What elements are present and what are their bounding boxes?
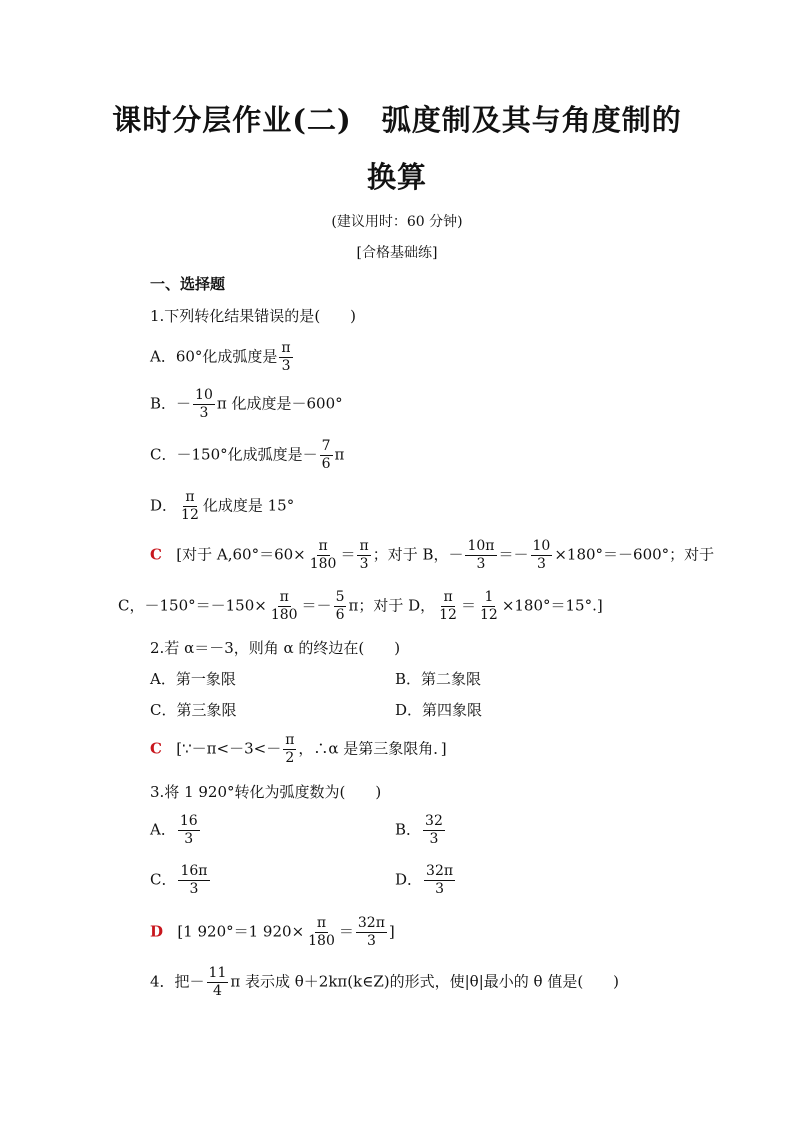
fraction: [357, 538, 370, 573]
fraction: [178, 863, 209, 898]
numerator: π: [281, 340, 291, 356]
fraction: [279, 340, 292, 375]
q2-option-d: D．第四象限: [395, 701, 483, 719]
fraction: [356, 915, 387, 950]
explanation-text: ＝: [340, 545, 356, 564]
denominator: 6: [335, 607, 345, 623]
question-2-stem: 2.若 α＝－3，则角 α 的终边在( ): [150, 639, 401, 657]
q2-explanation: [150, 732, 447, 767]
numerator: 32π: [426, 863, 454, 879]
denominator: 3: [359, 556, 369, 572]
fraction: [306, 915, 337, 950]
numerator: 5: [335, 589, 345, 605]
explanation-text: ，∴α 是第三象限角．]: [298, 739, 447, 758]
q3-explanation: [150, 915, 395, 950]
option-text: π: [334, 445, 345, 464]
fraction: [207, 965, 229, 1000]
q3-option-b: [395, 813, 447, 848]
fraction: [320, 438, 333, 473]
denominator: 4: [213, 983, 222, 999]
fraction: [178, 813, 200, 848]
numerator: 32: [425, 813, 443, 829]
section-heading: 一、选择题: [150, 275, 226, 293]
numerator: 11: [208, 965, 227, 981]
numerator: π: [316, 915, 327, 931]
denominator: 180: [309, 556, 337, 572]
numerator: π: [443, 589, 453, 605]
option-text: B．－: [150, 394, 192, 413]
fraction: [193, 387, 215, 422]
section-tag: [合格基础练]: [356, 245, 438, 261]
q1-option-d: [150, 489, 294, 524]
page-title: 课时分层作业(二) 弧度制及其与角度制的: [112, 103, 682, 137]
option-text: A．: [150, 820, 176, 839]
fraction: [478, 589, 500, 624]
explanation-text: ]: [388, 922, 395, 941]
page-title-line2: 换算: [366, 160, 427, 194]
explanation-text: ；对于 B，－: [372, 545, 464, 564]
denominator: 12: [479, 607, 498, 623]
explanation-text: C，－150°＝－150×: [118, 596, 267, 615]
denominator: 3: [184, 831, 194, 847]
fraction: [308, 538, 339, 573]
fraction: [283, 732, 296, 767]
denominator: 12: [439, 607, 457, 623]
option-text: π 化成度是－600°: [216, 394, 343, 413]
q1-explanation-line2: [118, 589, 603, 624]
q2-option-c: C．第三象限: [150, 701, 237, 719]
fraction: [465, 538, 496, 573]
numerator: 10: [195, 387, 213, 403]
numerator: 16π: [180, 863, 208, 879]
time-note: (建议用时：60 分钟): [331, 214, 463, 230]
option-text: D．: [150, 496, 178, 515]
q3-option-c: [150, 863, 212, 898]
denominator: 3: [366, 933, 376, 949]
fraction: [424, 863, 455, 898]
question-4-stem: [150, 965, 619, 1000]
numerator: 1: [484, 589, 494, 605]
q3-option-a: [150, 813, 202, 848]
q1-option-a: [150, 340, 295, 375]
denominator: 6: [321, 456, 331, 472]
q1-option-b: [150, 387, 343, 422]
denominator: 3: [435, 881, 444, 897]
explanation-text: ＝: [338, 922, 354, 941]
fraction: [423, 813, 445, 848]
fraction: [269, 589, 300, 624]
denominator: 3: [281, 358, 291, 374]
explanation-text: π；对于 D，: [348, 596, 436, 615]
q3-option-d: [395, 863, 457, 898]
explanation-text: ×180°＝15°.]: [501, 596, 603, 615]
option-text: A．60°化成弧度是: [150, 347, 278, 366]
denominator: 180: [270, 607, 298, 623]
numerator: 10π: [467, 538, 495, 554]
q1-explanation-line1: [150, 538, 714, 573]
option-text: D．: [395, 870, 423, 889]
denominator: 3: [536, 556, 546, 572]
fraction: [531, 538, 553, 573]
answer-letter: C: [150, 739, 162, 758]
question-1-stem: 1.下列转化结果错误的是( ): [150, 307, 357, 325]
numerator: 7: [321, 438, 331, 454]
denominator: 180: [308, 933, 335, 949]
option-text: B．: [395, 820, 422, 839]
explanation-text: ＝: [460, 596, 476, 615]
denominator: 2: [285, 750, 295, 766]
fraction: [334, 589, 347, 624]
explanation-text: ×180°＝－600°；对于: [554, 545, 715, 564]
explanation-text: [∵－π<－3<－: [176, 739, 282, 758]
answer-letter: D: [150, 922, 164, 941]
numerator: π: [185, 489, 195, 505]
explanation-text: ＝－: [301, 596, 332, 615]
option-text: C．: [150, 870, 177, 889]
q2-option-a: A．第一象限: [150, 670, 236, 688]
numerator: π: [318, 538, 328, 554]
explanation-text: ＝－: [498, 545, 529, 564]
denominator: 3: [199, 405, 209, 421]
numerator: π: [279, 589, 289, 605]
fraction: [179, 489, 201, 524]
explanation-text: [1 920°＝1 920×: [177, 922, 305, 941]
question-text: 4．把－: [150, 972, 205, 991]
denominator: 3: [476, 556, 486, 572]
numerator: 32π: [357, 915, 385, 931]
q2-option-b: B．第二象限: [395, 670, 482, 688]
numerator: π: [285, 732, 295, 748]
question-text: π 表示成 θ＋2kπ(k∈Z)的形式，使|θ|最小的 θ 值是( ): [230, 972, 620, 991]
numerator: 10: [532, 538, 551, 554]
numerator: 16: [179, 813, 198, 829]
option-text: 化成度是 15°: [202, 496, 295, 515]
denominator: 12: [181, 507, 199, 523]
denominator: 3: [189, 881, 199, 897]
denominator: 3: [429, 831, 439, 847]
answer-letter: C: [150, 545, 162, 564]
option-text: C．－150°化成弧度是－: [150, 445, 318, 464]
numerator: π: [359, 538, 369, 554]
fraction: [437, 589, 459, 624]
explanation-text: [对于 A,60°＝60×: [176, 545, 306, 564]
q1-option-c: [150, 438, 344, 473]
question-3-stem: 3.将 1 920°转化为弧度数为( ): [150, 783, 382, 801]
